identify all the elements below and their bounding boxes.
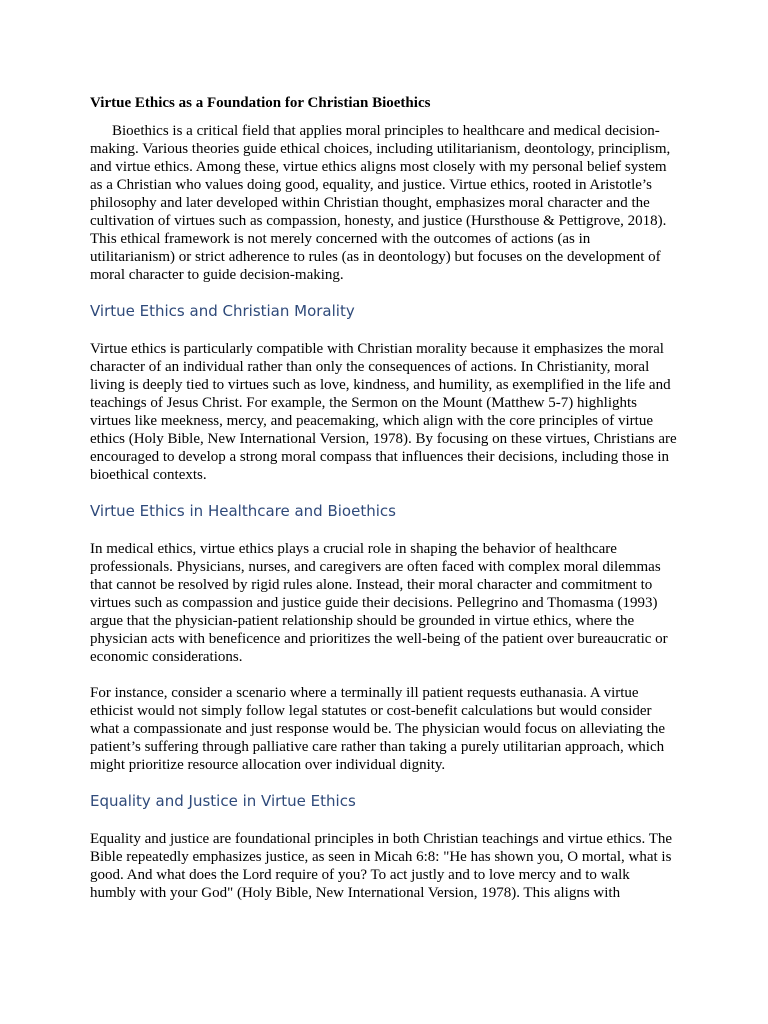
- section-paragraph: In medical ethics, virtue ethics plays a crucial role in shaping the behavior of healthcare professionals. Physicians, nurses, and caregivers are often faced with complex moral dilemmas that cannot be resolved by rigid rules alone. Instead, their moral character and commitment to virtues such as compassion and justice guide their decisions. Pellegrino and Thomasma (1993) argue that the physician-patient relationship should be grounded in virtue ethics, where the physician acts with beneficence and prioritizes the well-being of the patient over bureaucratic or economic considerations.: [90, 541, 668, 665]
- section-paragraph: For instance, consider a scenario where a terminally ill patient requests euthanasia. A virtue ethicist would not simply follow legal statutes or cost-benefit calculations but would consider what a compassionate and just response would be. The physician would focus on alleviating the patient’s suffering through palliative care rather than taking a purely utilitarian approach, which might prioritize resource allocation over individual dignity.: [90, 685, 666, 773]
- section-paragraph: Virtue ethics is particularly compatible with Christian morality because it emphasizes the moral character of an individual rather than only the consequences of actions. In Christianity, moral living is deeply tied to virtues such as love, kindness, and humility, as exemplified in the life and teachings of Jesus Christ. For example, the Sermon on the Mount (Matthew 5-7) highlights virtues like meekness, mercy, and peacemaking, which align with the core principles of virtue ethics (Holy Bible, New International Version, 1978). By focusing on these virtues, Christians are encouraged to develop a strong moral compass that influences their decisions, including those in bioethical contexts.: [90, 341, 677, 483]
- section-heading-healthcare-bioethics: Virtue Ethics in Healthcare and Bioethics: [90, 502, 396, 520]
- section-paragraph: Equality and justice are foundational principles in both Christian teachings and virtue ethics. The Bible repeatedly emphasizes justice, as seen in Micah 6:8: "He has shown you, O mortal, what is good. And what does the Lord require of you? To act justly and to love mercy and to walk humbly with your God" (Holy Bible, New International Version, 1978). This aligns with: [90, 831, 673, 901]
- paragraph-gap: [90, 666, 678, 684]
- document-title: Virtue Ethics as a Foundation for Christian Bioethics: [90, 95, 431, 111]
- section-heading-christian-morality: Virtue Ethics and Christian Morality: [90, 302, 355, 320]
- intro-paragraph: Bioethics is a critical field that applies moral principles to healthcare and medical decision-making. Various theories guide ethical choices, including utilitarianism, deontology, principlism, and virtue ethics. Among these, virtue ethics aligns most closely with my personal belief system as a Christian who values doing good, equality, and justice. Virtue ethics, rooted in Aristotle’s philosophy and later developed within Christian thought, emphasizes moral character and the cultivation of virtues such as compassion, honesty, and justice (Hursthouse & Pettigrove, 2018). This ethical framework is not merely concerned with the outcomes of actions (as in utilitarianism) or strict adherence to rules (as in deontology) but focuses on the development of moral character to guide decision-making.: [90, 123, 671, 283]
- section-heading-equality-justice: Equality and Justice in Virtue Ethics: [90, 792, 356, 810]
